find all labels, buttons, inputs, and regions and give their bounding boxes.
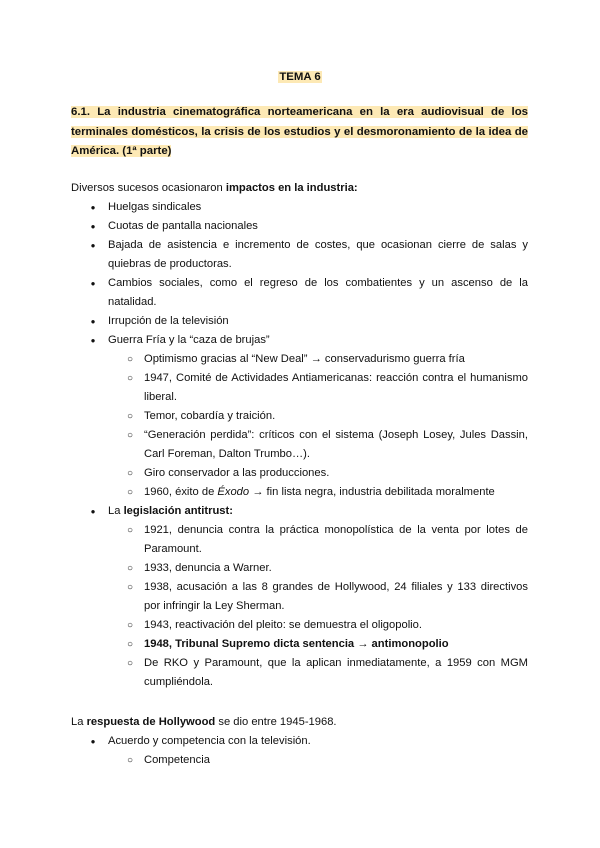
circle-bullet-icon: ○ (126, 373, 134, 384)
sub-list-item: ○ 1943, reactivación del pleito: se demuestra el oligopolio. (71, 616, 528, 635)
circle-bullet-icon: ○ (126, 582, 134, 593)
sub-list-item: ○ Competencia (71, 751, 528, 770)
circle-bullet-icon: ○ (126, 525, 134, 536)
response-list (71, 732, 528, 770)
sub-list-item: ○ 1921, denuncia contra la práctica monopolística de la venta por lotes de Paramount. (71, 521, 528, 559)
circle-bullet-icon: ○ (126, 755, 134, 766)
list-item: ● Huelgas sindicales (71, 198, 528, 217)
sub-list-item: ○ De RKO y Paramount, que la aplican inmediatamente, a 1959 con MGM cumpliéndola. (71, 654, 528, 692)
list-item: ● La legislación antitrust: (71, 502, 528, 521)
bullet-icon: ● (90, 317, 96, 326)
bullet-icon: ● (90, 203, 96, 212)
list-item: ● Acuerdo y competencia con la televisión. (71, 732, 528, 751)
circle-bullet-icon: ○ (126, 639, 134, 650)
circle-bullet-icon: ○ (126, 658, 134, 669)
bullet-icon: ● (90, 336, 96, 345)
list-item: ● Guerra Fría y la “caza de brujas” (71, 331, 528, 350)
sub-list-item: ○ Temor, cobardía y traición. (71, 407, 528, 426)
sub-list-item: ○ 1960, éxito de Éxodo → fin lista negra, industria debilitada moralmente (71, 483, 528, 502)
section-heading: 6.1. La industria cinematográfica norteamericana en la era audiovisual de los terminales domésticos, la crisis de los estudios y el desmoronamiento de la idea de América. (1ª parte) (71, 106, 528, 157)
bullet-icon: ● (90, 737, 96, 746)
bullet-icon: ● (90, 507, 96, 516)
sub-list-item: ○ 1933, denuncia a Warner. (71, 559, 528, 578)
circle-bullet-icon: ○ (126, 620, 134, 631)
bullet-icon: ● (90, 222, 96, 231)
impacts-list (71, 198, 528, 692)
list-item: ● Cambios sociales, como el regreso de los combatientes y un ascenso de la natalidad. (71, 274, 528, 312)
sub-list-item: ○ 1948, Tribunal Supremo dicta sentencia → antimonopolio (71, 635, 528, 654)
list-item: ● Cuotas de pantalla nacionales (71, 217, 528, 236)
circle-bullet-icon: ○ (126, 487, 134, 498)
circle-bullet-icon: ○ (126, 354, 134, 365)
response-section (71, 713, 528, 770)
circle-bullet-icon: ○ (126, 430, 134, 441)
circle-bullet-icon: ○ (126, 563, 134, 574)
sub-list-item: ○ 1947, Comité de Actividades Antiamericanas: reacción contra el humanismo liberal. (71, 369, 528, 407)
circle-bullet-icon: ○ (126, 468, 134, 479)
sub-list-item: ○ Giro conservador a las producciones. (71, 464, 528, 483)
bullet-icon: ● (90, 279, 96, 288)
bullet-icon: ● (90, 241, 96, 250)
impacts-section (71, 179, 528, 692)
list-item: ● Bajada de asistencia e incremento de costes, que ocasionan cierre de salas y quiebras de productoras. (71, 236, 528, 274)
sub-list-item: ○ Optimismo gracias al “New Deal” → conservadurismo guerra fría (71, 350, 528, 369)
response-intro: La respuesta de Hollywood se dio entre 1945-1968. (71, 716, 337, 728)
impacts-intro: Diversos sucesos ocasionaron impactos en la industria: (71, 182, 358, 194)
sub-list-item: ○ “Generación perdida”: críticos con el sistema (Joseph Losey, Jules Dassin, Carl Foreman, Dalton Trumbo…). (71, 426, 528, 464)
list-item: ● Irrupción de la televisión (71, 312, 528, 331)
page-title: TEMA 6 (279, 71, 321, 83)
circle-bullet-icon: ○ (126, 411, 134, 422)
sub-list-item: ○ 1938, acusación a las 8 grandes de Hollywood, 24 filiales y 133 directivos por infringir la Ley Sherman. (71, 578, 528, 616)
